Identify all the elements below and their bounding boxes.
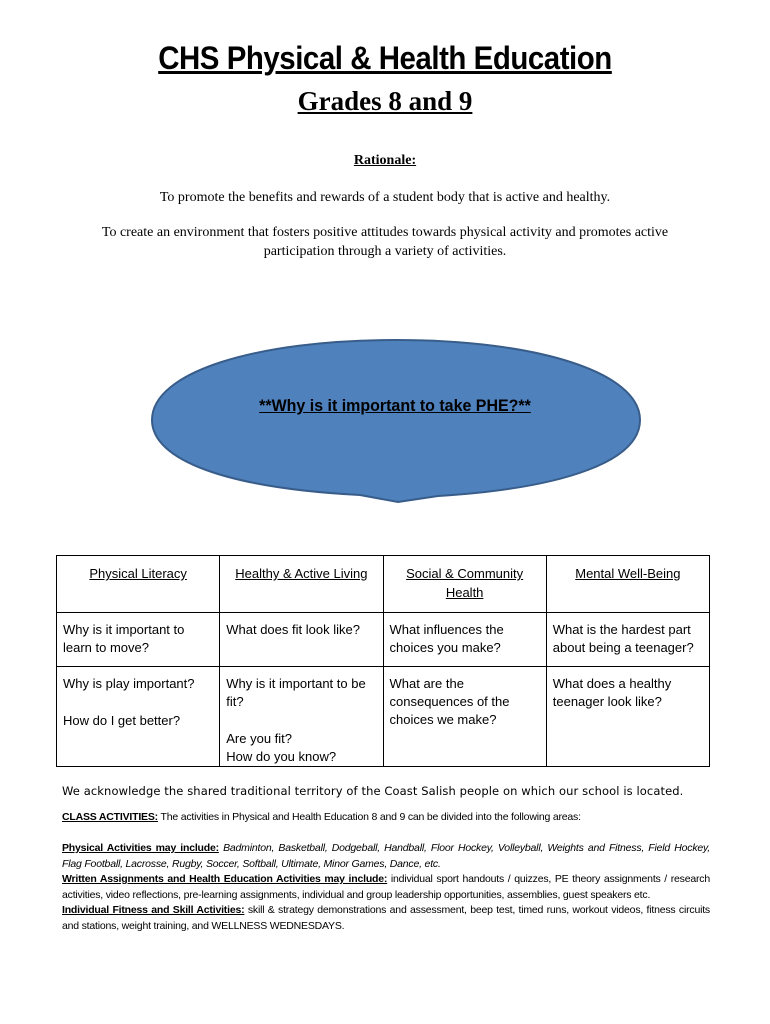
question-text: What does a healthy teenager look like? <box>552 676 672 709</box>
rationale-paragraph-2: To create an environment that fosters positive attitudes towards physical activity and promotes active participation through a variety of activities. <box>101 225 669 259</box>
table-cell: What does fit look like? <box>220 613 383 667</box>
activity-details <box>62 841 710 934</box>
land-acknowledgement: We acknowledge the shared traditional territory of the Coast Salish people on which our school is located. <box>62 784 684 798</box>
physical-activities-paragraph <box>62 841 710 872</box>
question-text: How do you know? <box>226 749 337 764</box>
table-cell: What is the hardest part about being a teenager? <box>546 613 709 667</box>
header-healthy-active-living: Healthy & Active Living <box>220 556 383 613</box>
fitness-activities-text: skill & strategy demonstrations and assessment, beep test, timed runs, workout videos, fitness circuits and stations, weight training, and WELLNESS WEDNESDAYS. <box>62 904 710 932</box>
question-text: What are the consequences of the choices we make? <box>389 676 510 727</box>
written-assignments-text: individual sport handouts / quizzes, PE theory assignments / research activities, video reflections, pre-learning assignments, individual and group leadership opportunities, assemblies, guest speakers etc. <box>62 873 710 901</box>
header-social-community-health: Social & Community Health <box>383 556 546 613</box>
table-header-row <box>57 556 710 613</box>
topics-table <box>56 555 710 767</box>
table-cell: Why is it important to learn to move? <box>57 613 220 667</box>
question-text: Why is it important to be fit? <box>226 676 366 709</box>
class-activities-intro <box>62 811 722 823</box>
table-cell <box>220 667 383 767</box>
physical-activities-text: Badminton, Basketball, Dodgeball, Handball, Floor Hockey, Volleyball, Weights and Fitness, Field Hockey, Flag Football, Lacrosse, Rugby, Soccer, Softball, Ultimate, Minor Games, Dance, etc. <box>62 842 710 870</box>
class-activities-label: CLASS ACTIVITIES: <box>62 811 158 823</box>
table-cell <box>57 667 220 767</box>
table-row <box>57 667 710 767</box>
rationale-heading: Rationale: <box>353 153 417 168</box>
page-subtitle: Grades 8 and 9 <box>297 86 473 116</box>
written-assignments-label: Written Assignments and Health Education Activities may include: <box>62 873 388 885</box>
header-physical-literacy: Physical Literacy <box>57 556 220 613</box>
table-cell <box>546 667 709 767</box>
fitness-activities-paragraph <box>62 903 710 934</box>
header-mental-well-being: Mental Well-Being <box>546 556 709 613</box>
class-activities-text: The activities in Physical and Health Education 8 and 9 can be divided into the following areas: <box>157 811 581 823</box>
question-text: How do I get better? <box>63 713 181 728</box>
rationale-paragraph-1: To promote the benefits and rewards of a student body that is active and healthy. <box>159 190 611 205</box>
fitness-activities-label: Individual Fitness and Skill Activities: <box>62 904 245 916</box>
speech-bubble <box>148 338 644 504</box>
table-row <box>57 613 710 667</box>
question-text: Why is play important? <box>63 676 195 691</box>
bubble-question: **Why is it important to take PHE?** <box>259 396 531 415</box>
written-assignments-paragraph <box>62 872 710 903</box>
page-title: CHS Physical & Health Education <box>158 40 612 76</box>
physical-activities-label: Physical Activities may include: <box>62 842 219 854</box>
question-text: Are you fit? <box>226 731 293 746</box>
table-cell: What influences the choices you make? <box>383 613 546 667</box>
table-cell <box>383 667 546 767</box>
